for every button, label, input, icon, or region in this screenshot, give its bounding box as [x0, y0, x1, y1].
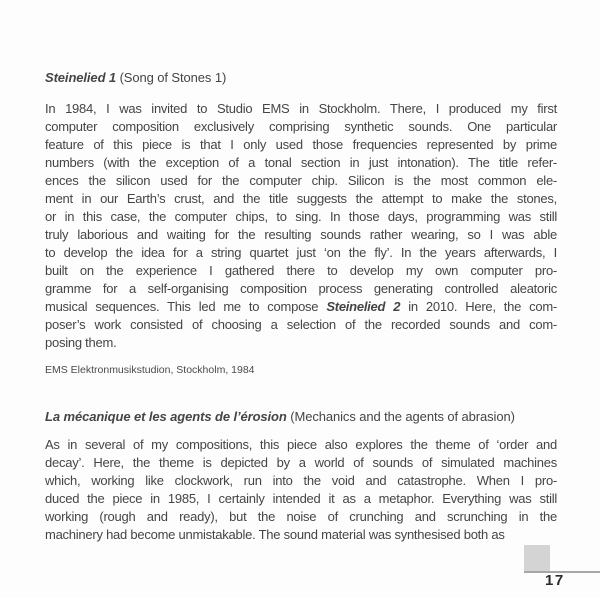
- text-line: machinery had become unmistakable. The sound material was synthesised both as: [45, 527, 505, 542]
- text-segment: musical sequences. This led me to compose: [45, 299, 327, 314]
- text-line: In 1984, I was invited to Studio EMS in Stockholm. There, I produced my first: [45, 101, 557, 116]
- text-line: truly laborious and waiting for the resulting sounds rather wearing, so I was able: [45, 227, 557, 242]
- work-title: Steinelied 1: [45, 70, 117, 85]
- studio-credit: EMS Elektronmusikstudion, Stockholm, 1984: [45, 364, 255, 376]
- work-title-translation: (Song of Stones 1): [116, 70, 227, 85]
- text-line: duced the piece in 1985, I certainly intended it as a metaphor. Everything was still: [45, 491, 557, 506]
- text-line: As in several of my compositions, this piece also explores the theme of ‘order and: [45, 437, 557, 452]
- text-line: built on the experience I gathered there to develop my own computer pro-: [45, 263, 557, 278]
- text-line: [45, 298, 557, 316]
- section-marker-square: [524, 545, 550, 571]
- text-line: which, working like clockwork, run into the void and catastrophe. When I pro-: [45, 473, 557, 488]
- text-segment: in 2010. Here, the com-: [400, 299, 558, 314]
- text-line: gramme for a self-organising composition process generating controlled aleatoric: [45, 281, 557, 296]
- text-line: computer composition exclusively comprising synthetic sounds. One particular: [45, 119, 557, 134]
- section-heading-steinelied: [45, 69, 557, 87]
- text-line: posing them.: [45, 335, 117, 350]
- section-heading-mecanique: [45, 408, 557, 426]
- paragraph-mecanique: [45, 436, 557, 544]
- paragraph-steinelied: [45, 100, 557, 352]
- text-line: to develop the idea for a string quartet just ‘on the fly’. In the years afterwards, I: [45, 245, 557, 260]
- text-line: ences the silicon used for the computer chip. Silicon is the most common ele-: [45, 173, 557, 188]
- work-title-inline: Steinelied 2: [326, 299, 401, 314]
- text-line: poser’s work consisted of choosing a selection of the recorded sounds and com-: [45, 317, 557, 332]
- text-line: numbers (with the exception of a tonal section in just intonation). The title refer-: [45, 155, 557, 170]
- text-line: feature of this piece is that I only used those frequencies represented by prime: [45, 137, 557, 152]
- page-number: 17: [545, 572, 565, 589]
- text-line: ment in our Earth’s crust, and the title suggests the attempt to make the stones,: [45, 191, 557, 206]
- text-line: or in this case, the computer chips, to sing. In those days, programming was still: [45, 209, 557, 224]
- work-title: La mécanique et les agents de l’érosion: [45, 409, 287, 424]
- text-line: decay’. Here, the theme is depicted by a world of sounds of simulated machines: [45, 455, 557, 470]
- text-line: working (rough and ready), but the noise of crunching and scrunching in the: [45, 509, 557, 524]
- work-title-translation: (Mechanics and the agents of abrasion): [286, 409, 515, 424]
